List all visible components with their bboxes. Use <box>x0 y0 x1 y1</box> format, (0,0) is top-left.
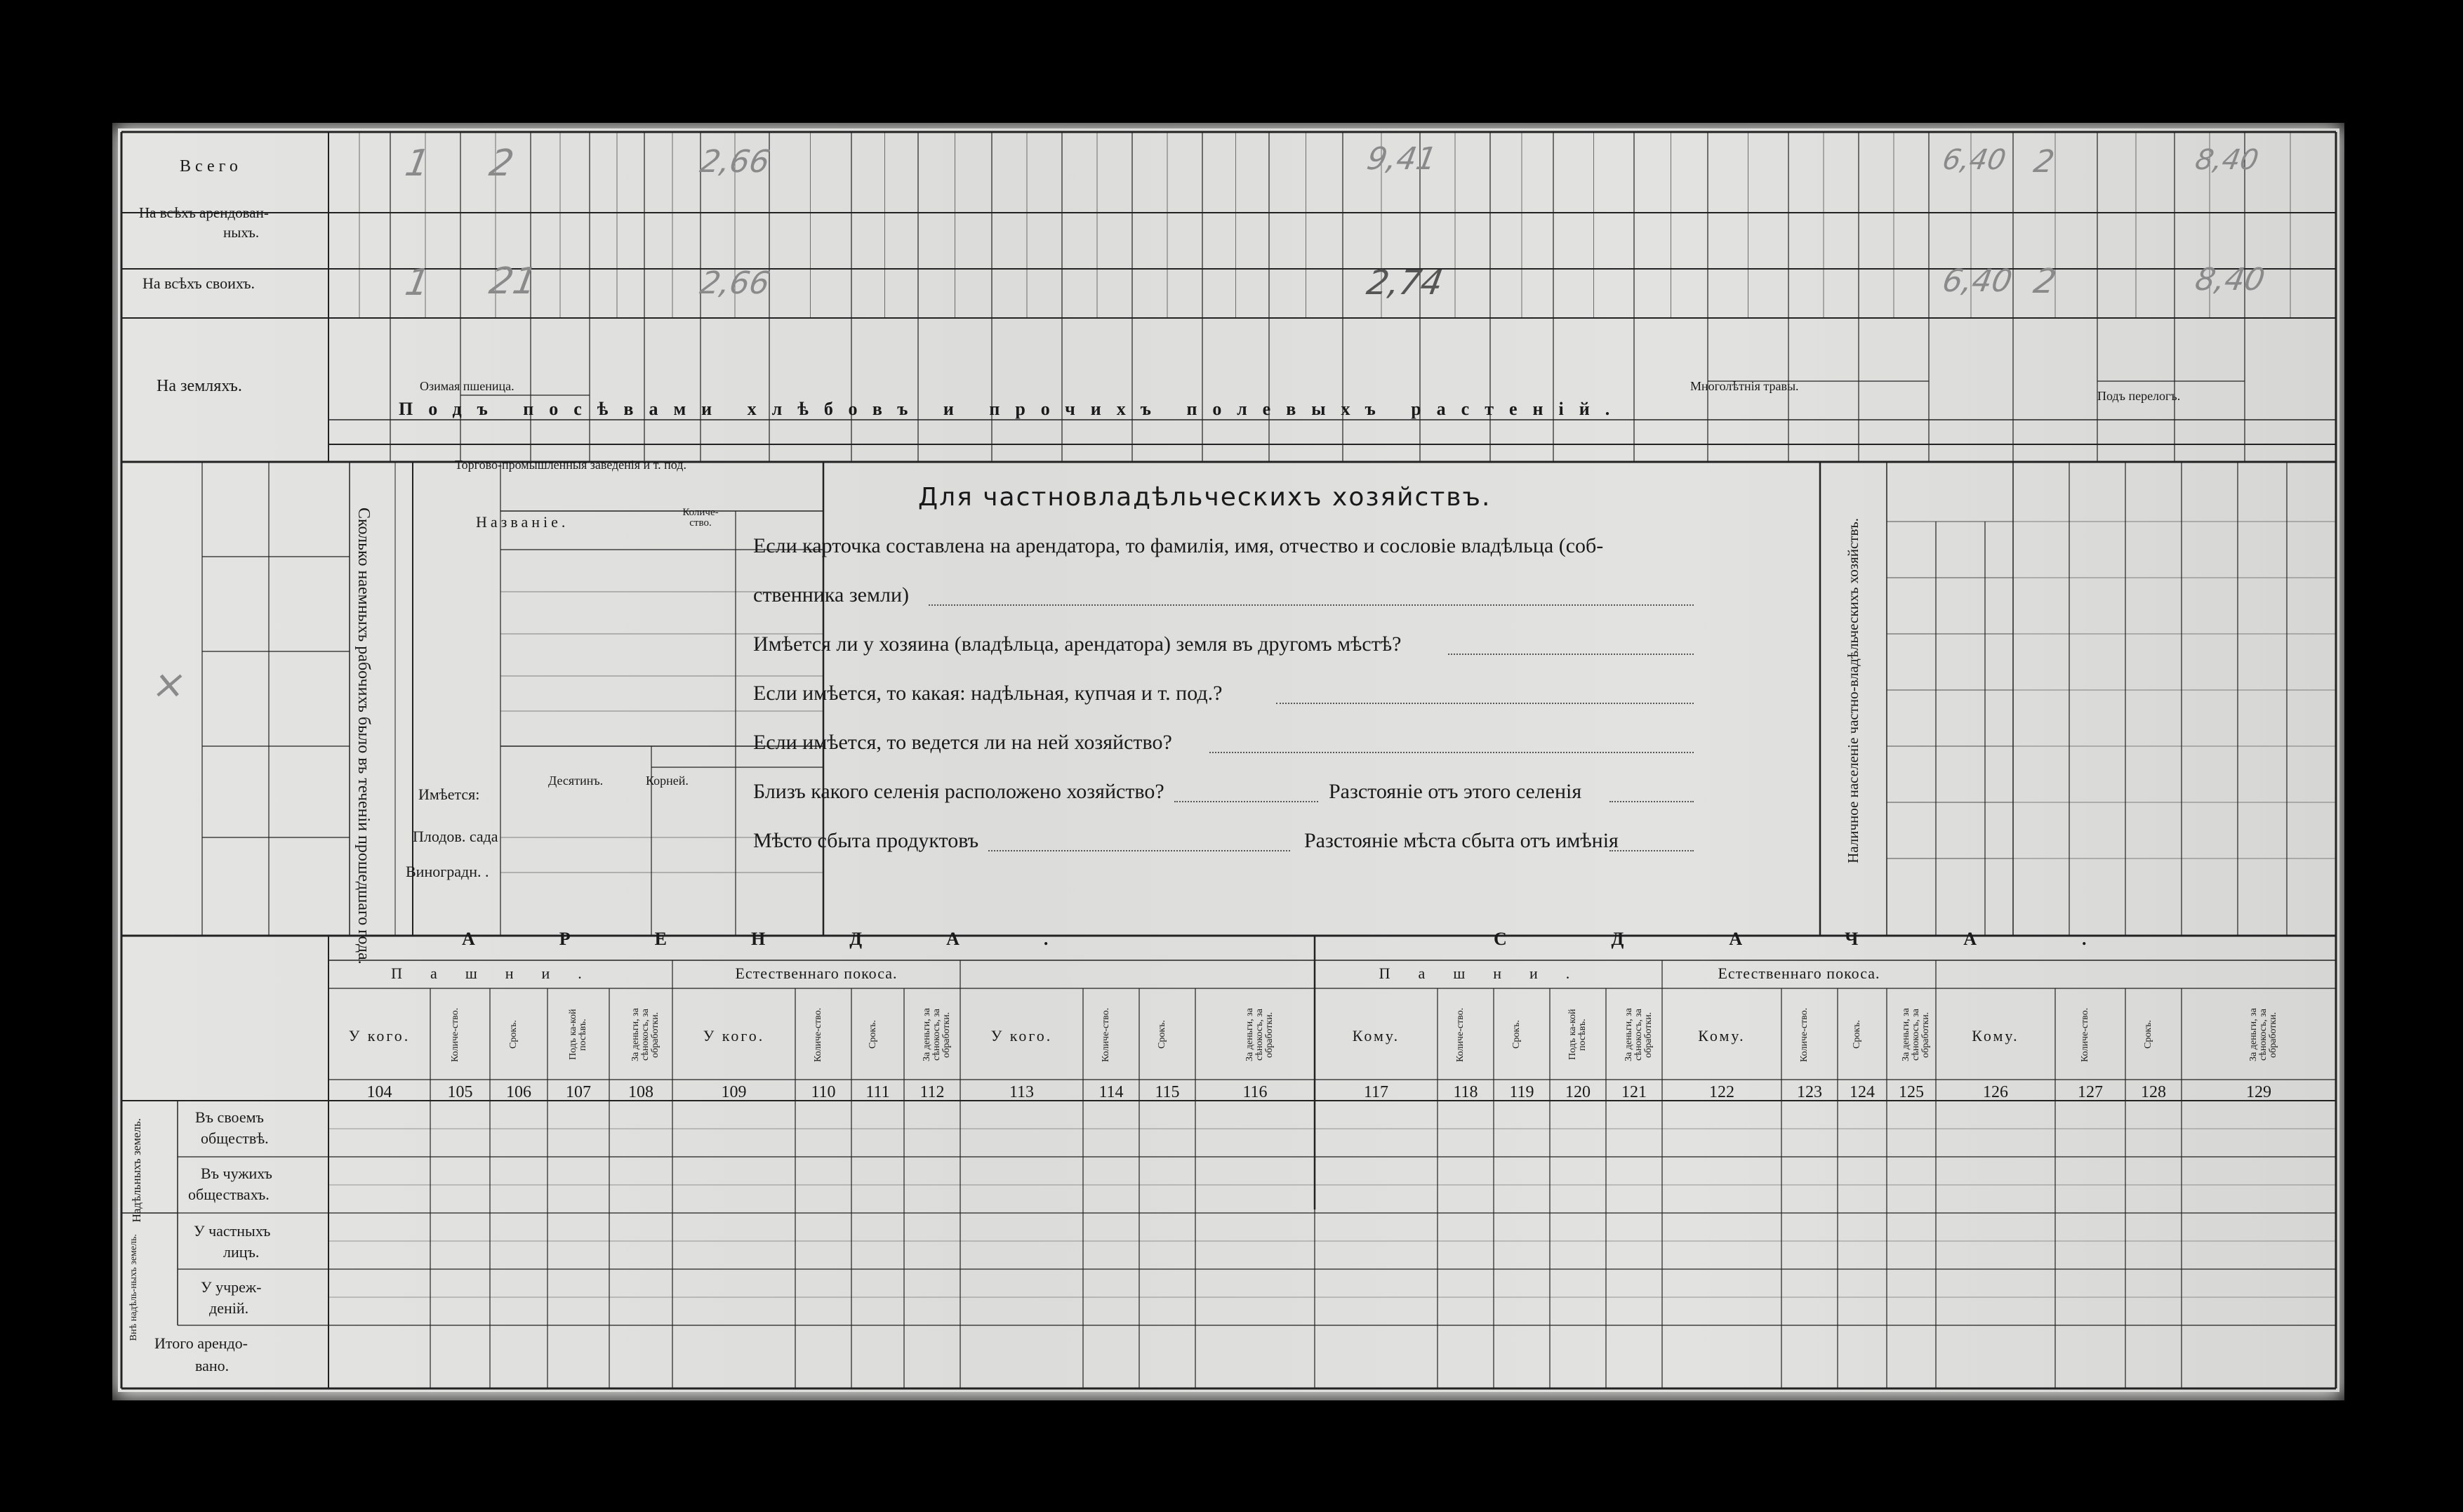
hw-r1-99: 6,40 <box>1939 144 2009 176</box>
bh-kolichestvo-19: Количе-ство. <box>1799 1007 1810 1062</box>
bh-num-2: 106 <box>506 1083 531 1101</box>
bh-num-25: 129 <box>2246 1083 2271 1101</box>
skolko-naemnykh: Сколько наемныхъ рабочихъ было въ теченiи прошедшаго года. <box>354 508 373 964</box>
bh-num-18: 122 <box>1709 1083 1734 1101</box>
row-v-svoem-2: обществѣ. <box>201 1129 269 1147</box>
torg-title: Торгово-промышленныя заведенiя и т. под. <box>455 458 686 472</box>
col-label-99 <box>1883 329 1905 406</box>
hw-r3-99: 6,40 <box>1939 263 2015 299</box>
torg-nazvanie: Названiе. <box>476 513 569 531</box>
answer-line-7[interactable] <box>988 850 1290 851</box>
answer-line-8[interactable] <box>1609 850 1694 851</box>
bh-srok-2: Срокъ. <box>508 1020 519 1049</box>
bh-komu-22: Кому. <box>1972 1027 2019 1045</box>
q-distance-village: Разстоянiе отъ этого селенiя <box>1329 780 1582 803</box>
bh-komu-13: Кому. <box>1352 1027 1400 1045</box>
hw-r1-79: 2 <box>486 142 517 185</box>
bh-za_dengi-17: За деньги, за сѣнокосъ, за обработки. <box>1624 1008 1654 1061</box>
q-land-type: Если имѣется, то какая: надѣльная, купчая и т. под.? <box>753 682 1223 705</box>
row-u-uchr: У учреж- <box>201 1278 262 1296</box>
card-page <box>112 123 2344 1400</box>
row-itogo-2: вано. <box>195 1357 230 1374</box>
bh-num-19: 123 <box>1797 1083 1822 1101</box>
q-market: Мѣсто сбыта продуктовъ <box>753 829 979 852</box>
row-itogo: Итого арендо- <box>154 1334 248 1352</box>
hw-r3-79: 21 <box>486 260 540 303</box>
bh-num-24: 128 <box>2141 1083 2166 1101</box>
col-label-80 <box>549 329 571 406</box>
bh-za_dengi-8: За деньги, за сѣнокосъ, за обработки. <box>922 1008 952 1061</box>
answer-line-1[interactable] <box>929 604 1694 606</box>
row-label-svoikh: На всѣхъ своихъ. <box>142 274 255 292</box>
bh-num-1: 105 <box>447 1083 473 1101</box>
col-label-84 <box>799 329 822 406</box>
bh-srok-15: Срокъ. <box>1511 1020 1522 1049</box>
bh-num-23: 127 <box>2078 1083 2103 1101</box>
bh-srok-11: Срокъ. <box>1157 1020 1167 1049</box>
bh-num-20: 124 <box>1850 1083 1875 1101</box>
col-label-88 <box>1086 329 1108 406</box>
hw-r3-100: 2 <box>2031 262 2059 301</box>
bh-num-5: 109 <box>721 1083 747 1101</box>
bh-num-15: 119 <box>1509 1083 1534 1101</box>
banner-arenda: АРЕНДА. <box>462 929 1133 949</box>
col-label-101 <box>2044 329 2066 406</box>
mnogoletnie-travy: Многолѣтнiя травы. <box>1690 379 1799 393</box>
bh-u_kogo-5: У кого. <box>703 1027 765 1045</box>
bh-num-6: 110 <box>811 1083 836 1101</box>
bh-num-13: 117 <box>1363 1083 1389 1101</box>
bh-num-14: 118 <box>1453 1083 1478 1101</box>
col-label-77 <box>348 329 371 406</box>
answer-line-3[interactable] <box>1276 703 1694 704</box>
answer-line-2[interactable] <box>1448 654 1694 655</box>
pod-perelog: Подъ перелогъ. <box>2097 389 2181 403</box>
bh-komu-18: Кому. <box>1698 1027 1746 1045</box>
bh-kolichestvo-10: Количе-ство. <box>1101 1007 1111 1062</box>
q-owner-2: ственника земли) <box>753 583 909 606</box>
plodov-sada: Плодов. сада <box>413 828 498 845</box>
col-label-94 <box>1511 329 1533 406</box>
col-label-90 <box>1225 329 1247 406</box>
hw-r3-82: 2,66 <box>697 265 773 301</box>
col-label-87 <box>1016 329 1038 406</box>
private-title: Для частновладѣльческихъ хозяйствъ. <box>918 483 1492 512</box>
desyatin: Десятинъ. <box>548 774 604 788</box>
bh-num-10: 114 <box>1098 1083 1124 1101</box>
row-label-zemlyakh: На земляхъ. <box>157 377 242 395</box>
korney: Корней. <box>646 774 689 788</box>
col-label-93 <box>1444 329 1466 406</box>
nalichnoe-naselenie: Наличное населенiе частно-владѣльческихъ хозяйствъ. <box>1845 518 1861 863</box>
bh-num-11: 115 <box>1155 1083 1180 1101</box>
bh-num-12: 116 <box>1242 1083 1268 1101</box>
banner-sdacha: СДАЧА. <box>1494 929 2192 949</box>
bh-group-pashni-0: Пашни. <box>391 964 610 982</box>
q-distance-market: Разстоянiе мѣста сбыта отъ имѣнiя <box>1304 829 1619 852</box>
bh-kolichestvo-6: Количе-ство. <box>813 1007 823 1062</box>
bh-u_kogo-0: У кого. <box>348 1027 411 1045</box>
q-other-land: Имѣется ли у хозяина (владѣльца, арендатора) земля въ другомъ мѣстѣ? <box>753 632 1402 656</box>
row-v-svoem: Въ своемъ <box>195 1108 264 1126</box>
bh-group-pashni-2: Пашни. <box>1379 964 1598 982</box>
col-label-92 <box>1370 329 1393 406</box>
hw-r1-91: 9,41 <box>1364 141 1440 177</box>
col-label-95 <box>1583 329 1605 406</box>
hw-r1-100: 2 <box>2031 144 2057 180</box>
row-u-chast: У частныхъ <box>194 1222 271 1240</box>
q-owner: Если карточка составлена на арендатора, то фамилiя, имя, отчество и сословiе владѣльца (соб- <box>753 534 1604 557</box>
census-card <box>118 128 2339 1392</box>
hw-r3-78: 1 <box>401 262 433 304</box>
row-v-chuzh: Въ чужихъ <box>201 1165 272 1182</box>
bh-num-16: 120 <box>1565 1083 1591 1101</box>
bh-srok-20: Срокъ. <box>1852 1020 1862 1049</box>
answer-line-4[interactable] <box>1209 752 1694 753</box>
banner-posevy: Подъ посѣвами хлѣбовъ и прочихъ полевыхъ растенiй. <box>399 399 1626 419</box>
bh-pod_kakoy-16: Подъ ка-кой посѣвъ. <box>1567 1009 1588 1061</box>
col-label-96 <box>1660 329 1682 406</box>
table-grid <box>118 128 2339 1392</box>
hw-r3-103: 8,40 <box>2192 262 2268 298</box>
torg-kolichestvo: Количе-ство. <box>682 507 719 529</box>
col-label-85 <box>874 329 896 406</box>
bh-za_dengi-25: За деньги, за сѣнокосъ, за обработки. <box>2248 1008 2278 1061</box>
bh-group-estest-3: Естественнаго покоса. <box>1718 964 1880 982</box>
bh-za_dengi-12: За деньги, за сѣнокосъ, за обработки. <box>1244 1008 1275 1061</box>
hw-r3-91: 2,74 <box>1364 263 1446 303</box>
col-label-81 <box>606 329 628 406</box>
bh-group-estest-1: Естественнаго покоса. <box>735 964 898 982</box>
col-label-89 <box>1156 329 1179 406</box>
col-label-103 <box>2198 329 2221 406</box>
ozimaya-pshenitsa: Озимая пшеница. <box>420 379 514 393</box>
bh-za_dengi-21: За деньги, за сѣнокосъ, за обработки. <box>1901 1008 1931 1061</box>
bh-num-17: 121 <box>1621 1083 1647 1101</box>
bh-num-0: 104 <box>366 1083 392 1101</box>
col-label-91 <box>1295 329 1317 406</box>
col-label-82 <box>661 329 684 406</box>
col-label-86 <box>944 329 967 406</box>
hw-r1-103: 8,40 <box>2192 144 2262 176</box>
vinogradn: Виноградн. . <box>406 863 489 880</box>
row-label-vsego: Всего <box>180 157 242 175</box>
col-label-100 <box>1960 329 1982 406</box>
bh-kolichestvo-14: Количе-ство. <box>1455 1007 1466 1062</box>
bh-num-7: 111 <box>865 1083 890 1101</box>
answer-line-5[interactable] <box>1174 801 1318 802</box>
hw-r1-82: 2,66 <box>697 144 773 180</box>
vnenadelnykh-zemel: Внѣ надѣль-ныхъ земель. <box>128 1234 139 1341</box>
row-u-uchr-2: денiй. <box>209 1299 249 1317</box>
row-label-arend: На всѣхъ арендован- <box>139 204 269 221</box>
bh-srok-7: Срокъ. <box>867 1020 878 1049</box>
hw-mark: × <box>149 662 190 708</box>
nadelnykh-zemel: Надѣльныхъ земель. <box>130 1118 143 1223</box>
bh-za_dengi-4: За деньги, за сѣнокосъ, за обработки. <box>630 1008 660 1061</box>
bh-num-3: 107 <box>566 1083 591 1101</box>
answer-line-6[interactable] <box>1609 801 1694 802</box>
bh-num-8: 112 <box>920 1083 945 1101</box>
row-label-arend-2: ныхъ. <box>223 224 260 241</box>
hw-r1-78: 1 <box>401 142 433 185</box>
bh-u_kogo-9: У кого. <box>990 1027 1053 1045</box>
row-u-chast-2: лицъ. <box>223 1243 260 1261</box>
col-label-98 <box>1812 329 1835 406</box>
q-village: Близъ какого селенiя расположено хозяйство? <box>753 780 1164 803</box>
bh-pod_kakoy-3: Подъ ка-кой посѣвъ. <box>568 1009 588 1061</box>
bh-num-22: 126 <box>1983 1083 2008 1101</box>
q-farming: Если имѣется, то ведется ли на ней хозяйство? <box>753 731 1172 754</box>
col-label-97 <box>1737 329 1760 406</box>
bh-num-4: 108 <box>628 1083 653 1101</box>
bh-num-9: 113 <box>1009 1083 1035 1101</box>
bh-num-21: 125 <box>1899 1083 1924 1101</box>
col-label-83 <box>724 329 746 406</box>
bh-srok-24: Срокъ. <box>2143 1020 2153 1049</box>
row-v-chuzh-2: обществахъ. <box>188 1186 270 1203</box>
bh-kolichestvo-1: Количе-ство. <box>449 1007 460 1062</box>
bh-kolichestvo-23: Количе-ство. <box>2080 1007 2090 1062</box>
imeetsya: Имѣется: <box>418 785 480 803</box>
